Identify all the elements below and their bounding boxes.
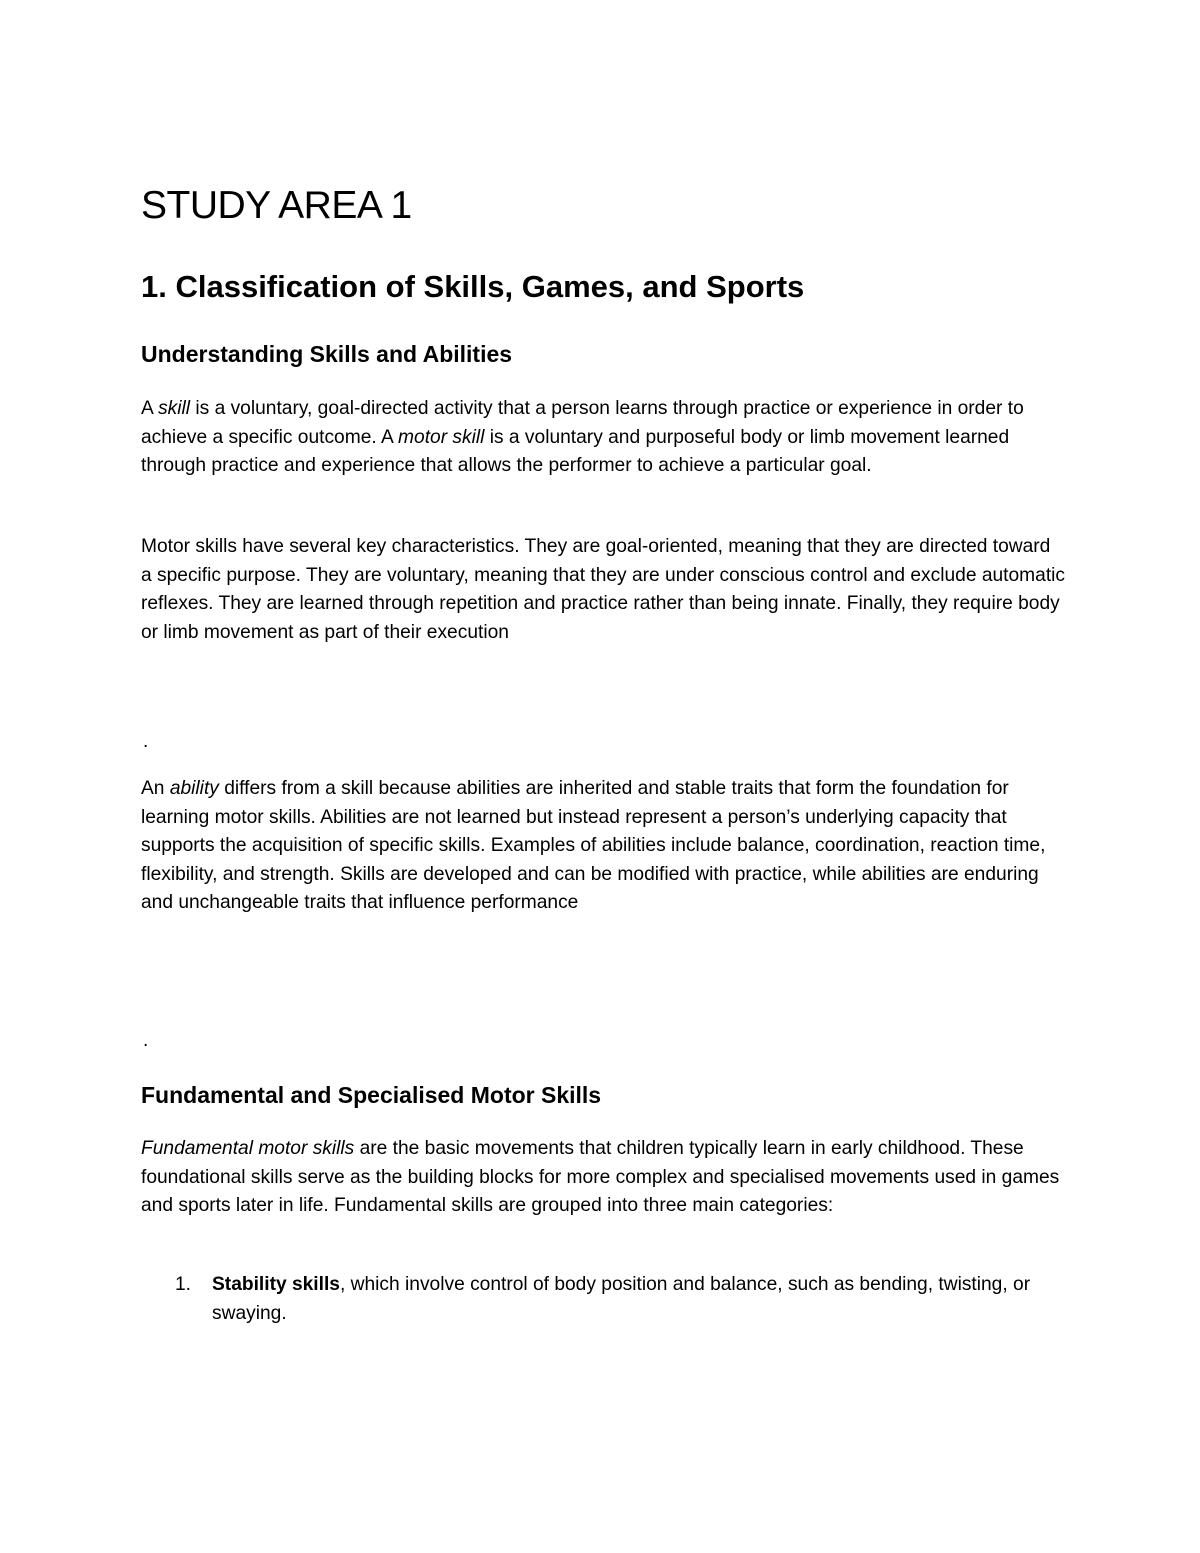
text-run: A [141,398,159,419]
term-fundamental-motor-skills: Fundamental motor skills [141,1138,355,1159]
stray-period: . [143,1030,149,1051]
section-title: 1. Classification of Skills, Games, and Sports [141,269,805,304]
list-item-text [212,1271,1052,1328]
study-area-title: STUDY AREA 1 [141,184,412,227]
paragraph-ability-definition [141,775,1066,918]
list-number: 1. [175,1274,192,1295]
paragraph-fundamental-motor-skills [141,1135,1066,1221]
text-run: differs from a skill because abilities are inherited and stable traits that form the foundation for learning motor skills. Abilities are not learned but instead represent a person’s underlying capacity that supports the acquisition of specific skills. Examples of abilities include balance, coordination, reaction time, flexibility, and strength. Skills are developed and can be modified with practice, while abilities are enduring and unchangeable traits that influence performance [141,778,1046,914]
text-run: An [141,778,170,799]
paragraph-motor-skill-characteristics: Motor skills have several key characteristics. They are goal-oriented, meaning that they are directed toward a specific purpose. They are voluntary, meaning that they are under conscious control and exclude automatic reflexes. They are learned through repetition and practice rather than being innate. Finally, they require body or limb movement as part of their execution [141,536,1066,643]
text-run: , which involve control of body position and balance, such as bending, twisting, or swaying. [212,1274,1031,1324]
term-ability: ability [169,778,219,799]
term-skill: skill [158,398,191,419]
text-run: are the basic movements that children typically learn in early childhood. These foundational skills serve as the building blocks for more complex and specialised movements used in games and sports later in life. Fundamental skills are grouped into three main categories: [141,1138,1060,1217]
subsection-title-fundamental-specialised: Fundamental and Specialised Motor Skills [141,1082,602,1108]
term-motor-skill: motor skill [398,426,485,448]
paragraph-skill-definition [141,395,1066,481]
subsection-title-skills-abilities: Understanding Skills and Abilities [141,341,513,367]
text-run: is a voluntary, goal-directed activity that a person learns through practice or experience in order to achieve a specific outcome. A [141,398,1024,448]
term-stability-skills: Stability skills [212,1274,340,1295]
text-run: is a voluntary and purposeful body or limb movement learned through practice and experience that allows the performer to achieve a particular goal. [141,426,1010,477]
stray-period: . [143,731,149,752]
